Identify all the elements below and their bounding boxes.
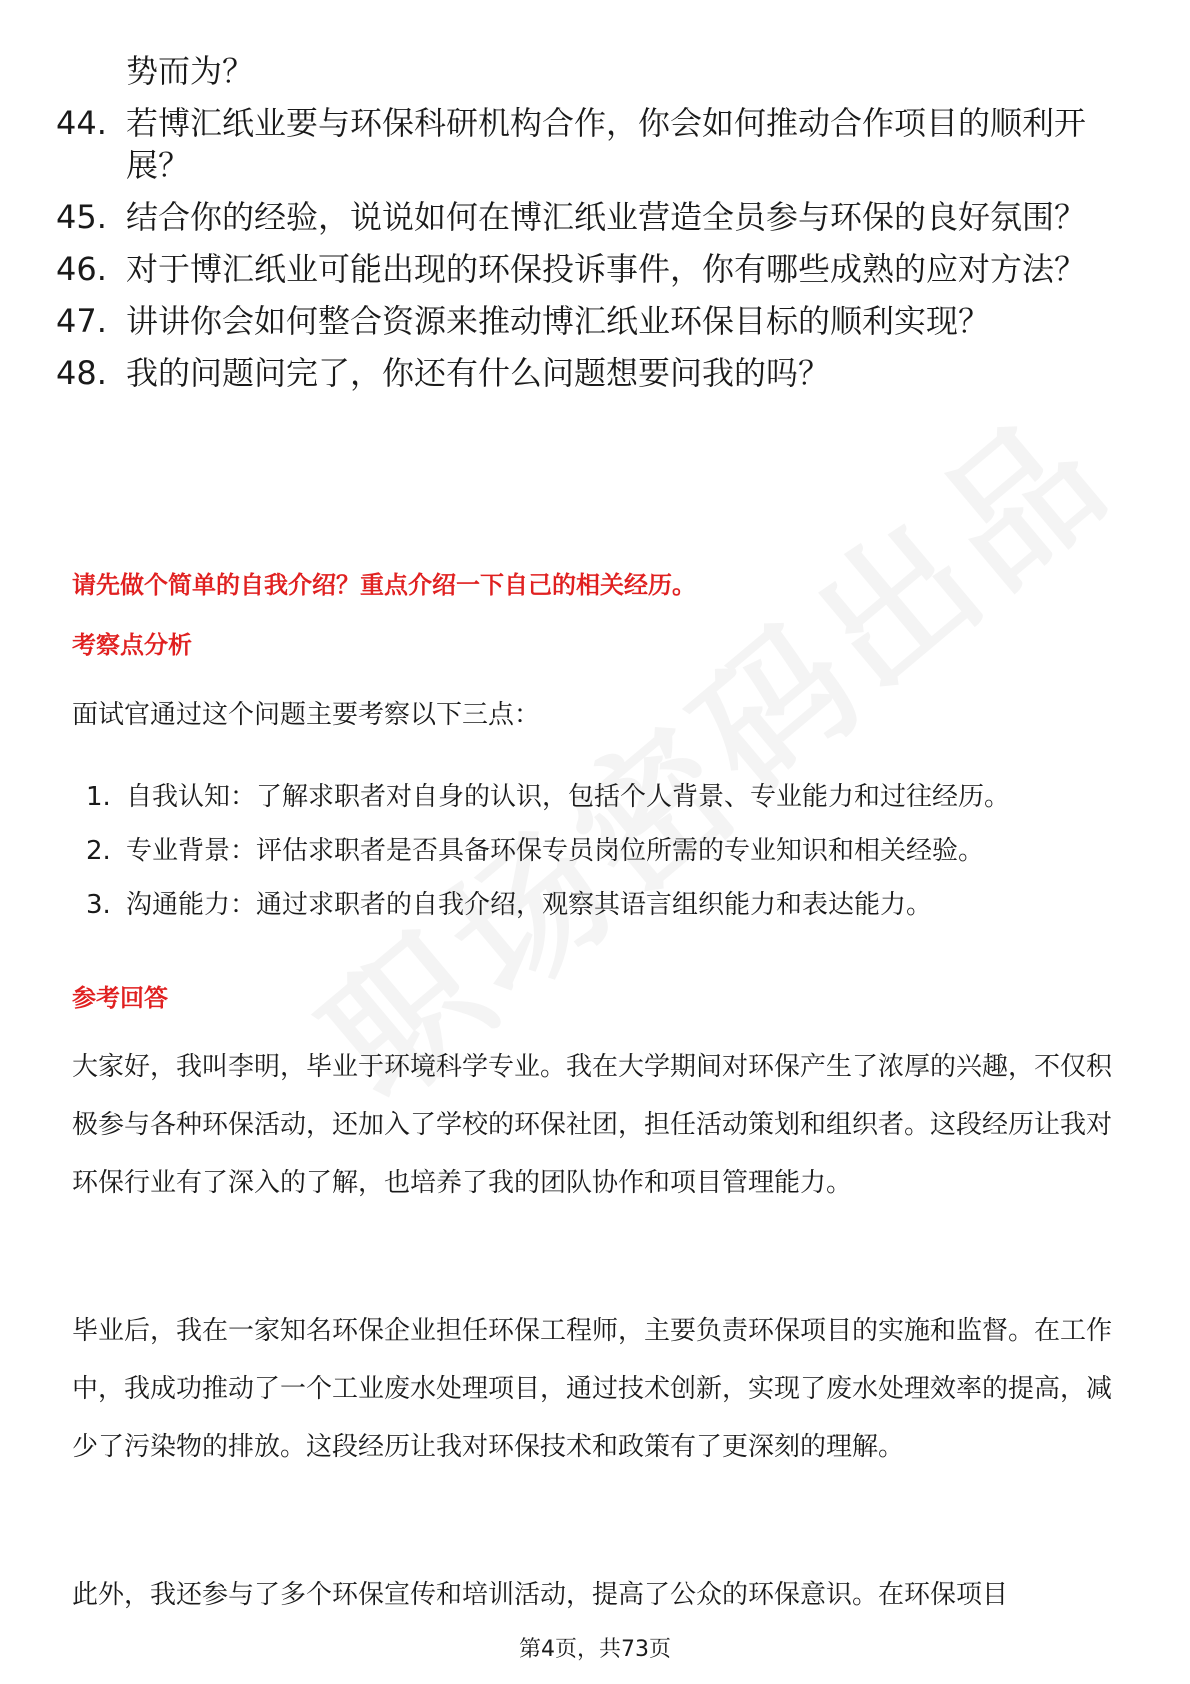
question-text: 我的问题问完了，你还有什么问题想要问我的吗？ [126,354,831,392]
answer-paragraph: 毕业后，我在一家知名环保企业担任环保工程师，主要负责环保项目的实施和监督。在工作中，我成功推动了一个工业废水处理项目，通过技术创新，实现了废水处理效率的提高，减少了污染物的排放。这段经历让我对环保技术和政策有了更深刻的理解。 [72,1316,1113,1462]
question-text: 若博汇纸业要与环保科研机构合作，你会如何推动合作项目的顺利开展？ [126,104,1087,184]
point-number: 2. [86,836,111,866]
question-number: 47. [56,302,107,340]
question-number: 46. [56,250,107,288]
question-title: 请先做个简单的自我介绍？重点介绍一下自己的相关经历。 [72,571,696,599]
analysis-intro: 面试官通过这个问题主要考察以下三点： [72,700,541,730]
question-item [56,352,1136,394]
watermark [273,357,1147,1140]
question-text: 对于博汇纸业可能出现的环保投诉事件，你有哪些成熟的应对方法？ [126,250,1087,288]
analysis-point [86,780,1136,834]
question-number: 44. [56,104,107,142]
point-text: 自我认知：了解求职者对自身的认识，包括个人背景、专业能力和过往经历。 [126,782,1011,812]
question-text: 结合你的经验，说说如何在博汇纸业营造全员参与环保的良好氛围？ [126,198,1087,236]
question-number: 48. [56,354,107,392]
question-item [56,196,1136,238]
analysis-point [86,834,1136,888]
point-number: 3. [86,890,111,920]
point-number: 1. [86,782,111,812]
answer-paragraph: 此外，我还参与了多个环保宣传和培训活动，提高了公众的环保意识。在环保项目 [72,1580,1009,1610]
analysis-heading: 考察点分析 [72,631,192,659]
question-item [56,248,1136,290]
answer-heading: 参考回答 [72,984,168,1012]
question-item [56,102,1136,186]
page-number: 第4页，共73页 [519,1637,671,1662]
analysis-points [86,780,1136,942]
analysis-point [86,888,1136,942]
question-text: 讲讲你会如何整合资源来推动博汇纸业环保目标的顺利实现？ [126,302,991,340]
point-text: 专业背景：评估求职者是否具备环保专员岗位所需的专业知识和相关经验。 [126,836,985,866]
question-item [56,300,1136,342]
question-continuation: 势而为？ [126,52,255,90]
question-number: 45. [56,198,107,236]
question-list [56,50,1136,404]
point-text: 沟通能力：通过求职者的自我介绍，观察其语言组织能力和表达能力。 [126,890,933,920]
answer-paragraph: 大家好，我叫李明，毕业于环境科学专业。我在大学期间对环保产生了浓厚的兴趣，不仅积极参与各种环保活动，还加入了学校的环保社团，担任活动策划和组织者。这段经历让我对环保行业有了深入的了解，也培养了我的团队协作和项目管理能力。 [72,1052,1113,1198]
